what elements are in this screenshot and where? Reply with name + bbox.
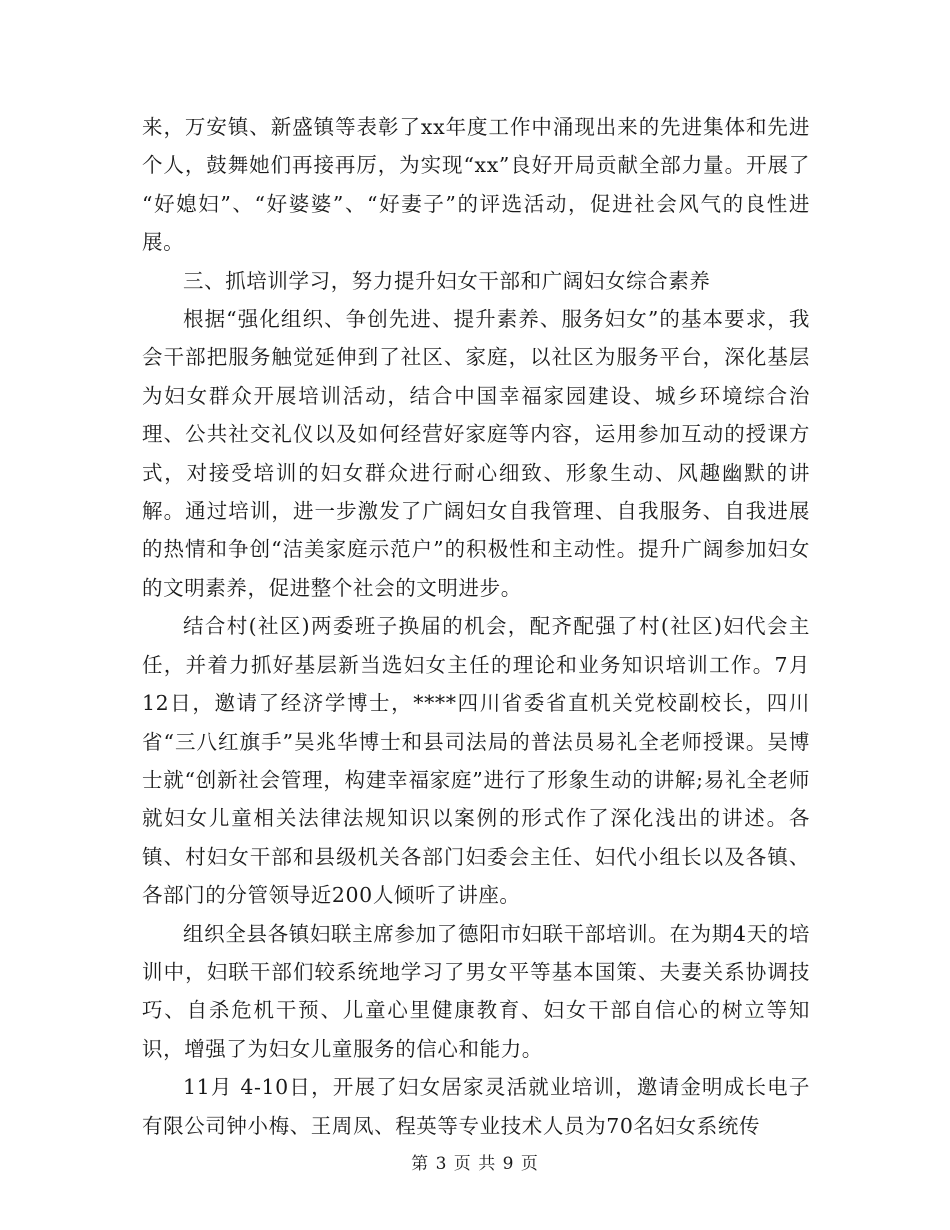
section-heading: 三、抓培训学习，努力提升妇女干部和广阔妇女综合素养 [183, 268, 711, 293]
paragraph: 结合村(社区)两委班子换届的机会，配齐配强了村(社区)妇代会主任，并着力抓好基层新当选妇女主任的理论和业务知识培训工作。7月12日，邀请了经济学博士，****四川省委省直机关党校副校长，四川省“三八红旗手”吴兆华博士和县司法局的普法员易礼全老师授课。吴博士就“创新社会管理，构建幸福家庭”进行了形象生动的讲解;易礼全老师就妇女儿童相关法律法规知识以案例的形式作了深化浅出的讲述。各镇、村妇女干部和县级机关各部门妇委会主任、妇代小组长以及各镇、各部门的分管领导近200人倾听了讲座。 [142, 614, 810, 908]
paragraph: 组织全县各镇妇联主席参加了德阳市妇联干部培训。在为期4天的培训中，妇联干部们较系统地学习了男女平等基本国策、夫妻关系协调技巧、自杀危机干预、儿童心里健康教育、妇女干部自信心的树立等知识，增强了为妇女儿童服务的信心和能力。 [142, 921, 810, 1061]
paragraph: 根据“强化组织、争创先进、提升素养、服务妇女”的基本要求，我会干部把服务触觉延伸到了社区、家庭，以社区为服务平台，深化基层为妇女群众开展培训活动，结合中国幸福家园建设、城乡环境综合治理、公共社交礼仪以及如何经营好家庭等内容，运用参加互动的授课方式，对接受培训的妇女群众进行耐心细致、形象生动、风趣幽默的讲解。通过培训，进一步激发了广阔妇女自我管理、自我服务、自我进展的热情和争创“洁美家庭示范户”的积极性和主动性。提升广阔参加妇女的文明素养，促进整个社会的文明进步。 [142, 307, 810, 600]
paragraph: 11月 4-10日，开展了妇女居家灵活就业培训，邀请金明成长电子有限公司钟小梅、王周凤、程英等专业技术人员为70名妇女系统传 [142, 1075, 810, 1138]
page-number-footer: 第 3 页 共 9 页 [411, 1154, 539, 1174]
document-body [142, 108, 810, 1145]
paragraph-continuation: 来，万安镇、新盛镇等表彰了xx年度工作中涌现出来的先进集体和先进个人，鼓舞她们再接再厉，为实现“xx”良好开局贡献全部力量。开展了 “好媳妇”、“好婆婆”、“好妻子”的评选活动，促进社会风气的良性进展。 [142, 115, 810, 255]
